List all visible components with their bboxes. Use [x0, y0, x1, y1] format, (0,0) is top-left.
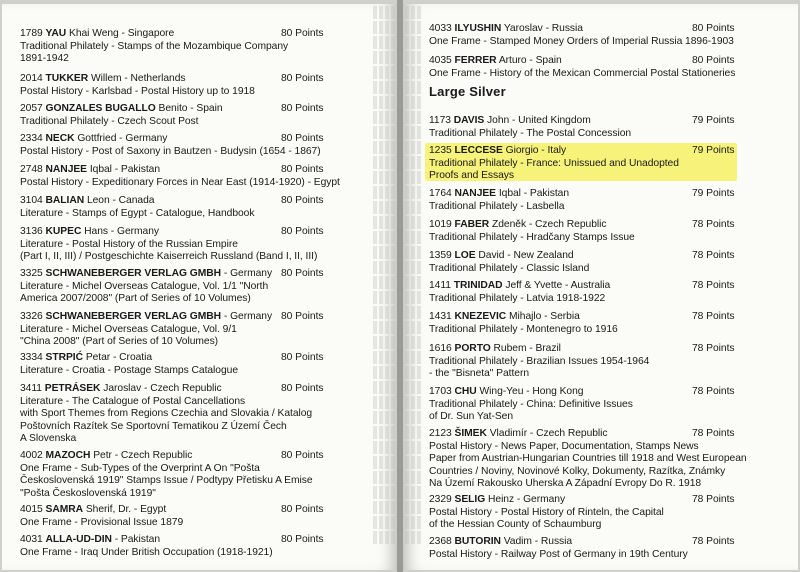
exhibitor-details: Heinz - Germany: [488, 494, 566, 505]
show-through-line: [405, 471, 423, 484]
exhibitor-details: Giorgio - Italy: [505, 145, 567, 156]
exhibitor-surname: PORTO: [454, 343, 491, 354]
show-through-line: [405, 51, 423, 64]
award-entry: [20, 383, 360, 446]
exhibitor-surname: GONZALES BUGALLO: [45, 103, 156, 114]
exhibit-number: 3334: [20, 352, 43, 363]
show-through-line: [405, 66, 423, 79]
show-through-line: [373, 186, 395, 199]
exhibit-number: 1235: [429, 145, 452, 156]
show-through-line: [405, 216, 423, 229]
exhibit-number: 4031: [20, 534, 43, 545]
exhibit-title: Literature - The Catalogue of Postal Cancellations with Sport Themes from Regions Czechia and Slovakia / Katalog Poštovních Razítek Se Sportovní Tematikou Z Území Čech A Slovenska: [20, 395, 313, 444]
show-through-line: [405, 276, 423, 289]
show-through-line: [373, 411, 395, 424]
exhibit-title: Traditional Philately - Hradčany Stamps Issue: [429, 231, 635, 243]
exhibit-title: Literature - Michel Overseas Catalogue, Vol. 1/1 "North America 2007/2008" (Part of Series of 10 Volumes): [20, 280, 269, 304]
exhibitor-surname: PETRÁSEK: [44, 383, 101, 394]
exhibit-number: 4015: [20, 504, 43, 515]
show-through-line: [405, 426, 423, 439]
points-value: 78 Points: [692, 343, 735, 354]
exhibitor-details: Yaroslav - Russia: [503, 23, 583, 34]
entry-header: [20, 164, 360, 177]
exhibitor-surname: TUKKER: [45, 73, 89, 84]
show-through-line: [405, 486, 423, 499]
exhibit-title: Traditional Philately - Lasbella: [429, 200, 565, 212]
exhibit-number: 2368: [429, 536, 452, 547]
exhibitor-details: Wing-Yeu - Hong Kong: [479, 386, 584, 397]
exhibitor-surname: STRPIĆ: [45, 352, 83, 363]
award-entry: [20, 195, 360, 220]
exhibitor-surname: FERRER: [454, 55, 497, 66]
show-through-line: [405, 246, 423, 259]
exhibit-title: Traditional Philately - China: Definitive Issues of Dr. Sun Yat-Sen: [429, 398, 633, 422]
exhibitor-details: Petr - Czech Republic: [93, 450, 193, 461]
entry-header: [429, 55, 769, 68]
exhibit-title: One Frame - History of the Mexican Commercial Postal Stationeries: [429, 67, 736, 79]
show-through-line: [405, 21, 423, 34]
entry-header: [20, 383, 360, 396]
entry-header: [20, 73, 360, 86]
show-through-line: [373, 261, 395, 274]
exhibit-number: 3326: [20, 311, 43, 322]
award-entry: [20, 164, 360, 189]
entry-header: [20, 28, 360, 41]
exhibit-number: 4035: [429, 55, 452, 66]
exhibit-number: 1616: [429, 343, 452, 354]
exhibit-title: Postal History - Karlsbad - Postal History up to 1918: [20, 85, 255, 97]
exhibitor-details: - Pakistan: [114, 534, 161, 545]
show-through-line: [405, 306, 423, 319]
award-entry: [20, 103, 360, 128]
entry-header: [429, 250, 769, 263]
exhibitor-details: Willem - Netherlands: [90, 73, 186, 84]
exhibit-title: Traditional Philately - The Postal Concession: [429, 127, 632, 139]
show-through-line: [373, 66, 395, 79]
show-through-line: [405, 186, 423, 199]
entry-header: [429, 343, 769, 356]
show-through-line: [373, 216, 395, 229]
award-entry: [20, 534, 360, 559]
show-through-line: [373, 36, 395, 49]
exhibitor-surname: SELIG: [454, 494, 486, 505]
exhibitor-details: Rubem - Brazil: [493, 343, 561, 354]
exhibitor-surname: SAMRA: [45, 504, 84, 515]
show-through-line: [373, 306, 395, 319]
exhibit-number: 1359: [429, 250, 452, 261]
exhibitor-details: Jeff & Yvette - Australia: [505, 280, 611, 291]
show-through-line: [373, 201, 395, 214]
show-through-line: [373, 276, 395, 289]
exhibitor-details: Iqbal - Pakistan: [89, 164, 161, 175]
entry-header: [20, 133, 360, 146]
show-through-line: [405, 321, 423, 334]
points-value: 78 Points: [692, 219, 735, 230]
exhibitor-surname: LOE: [454, 250, 476, 261]
award-entry: [429, 219, 769, 244]
exhibitor-surname: ALLA-UD-DIN: [45, 534, 112, 545]
exhibitor-surname: LECCESE: [454, 145, 503, 156]
exhibitor-details: Mihajlo - Serbia: [509, 311, 580, 322]
exhibitor-details: Benito - Spain: [158, 103, 223, 114]
exhibitor-surname: ŠIMEK: [454, 428, 487, 439]
show-through-line: [373, 231, 395, 244]
entry-header: [429, 494, 769, 507]
points-value: 79 Points: [692, 188, 735, 199]
entry-header: [429, 311, 769, 324]
award-entry: [20, 226, 360, 264]
award-entry: [20, 450, 360, 500]
points-value: 78 Points: [692, 428, 735, 439]
exhibitor-surname: DAVIS: [453, 115, 485, 126]
exhibitor-details: - Germany: [223, 268, 273, 279]
show-through-line: [373, 321, 395, 334]
points-value: 80 Points: [281, 226, 324, 237]
show-through-line: [405, 516, 423, 529]
exhibit-title: Traditional Philately - Montenegro to 1916: [429, 323, 618, 335]
points-value: 78 Points: [692, 494, 735, 505]
points-value: 80 Points: [281, 164, 324, 175]
show-through-line: [373, 291, 395, 304]
exhibit-title: Postal History - Railway Post of Germany in 19th Century: [429, 548, 688, 560]
points-value: 78 Points: [692, 250, 735, 261]
points-value: 80 Points: [692, 55, 735, 66]
right-page: [403, 4, 798, 570]
show-through-line: [405, 531, 423, 544]
entry-header: [429, 536, 769, 549]
entry-header: [20, 450, 360, 463]
show-through-line: [405, 231, 423, 244]
show-through-line: [373, 381, 395, 394]
exhibitor-surname: NANJEE: [454, 188, 497, 199]
entry-header: [20, 195, 360, 208]
entry-header: [20, 534, 360, 547]
exhibit-title: Traditional Philately - Latvia 1918-1922: [429, 292, 606, 304]
exhibitor-surname: TRINIDAD: [453, 280, 503, 291]
show-through-line: [373, 171, 395, 184]
points-value: 80 Points: [281, 133, 324, 144]
show-through-line: [373, 471, 395, 484]
exhibit-title: Postal History - Post of Saxony in Bautzen - Budysin (1654 - 1867): [20, 145, 321, 157]
left-page: [2, 4, 397, 570]
show-through-line: [373, 396, 395, 409]
exhibitor-surname: FABER: [454, 219, 490, 230]
show-through-line: [405, 411, 423, 424]
entry-header: [429, 23, 769, 36]
award-entry: [429, 145, 769, 183]
exhibit-title: Traditional Philately - France: Unissued and Unadopted Proofs and Essays: [429, 157, 679, 181]
exhibitor-details: - Germany: [223, 311, 273, 322]
show-through-line: [373, 531, 395, 544]
award-entry: [429, 188, 769, 213]
exhibitor-details: Gottfried - Germany: [77, 133, 168, 144]
exhibitor-details: Hans - Germany: [84, 226, 159, 237]
exhibit-number: 1411: [429, 280, 451, 291]
entry-header: [429, 386, 769, 399]
award-entry: [20, 504, 360, 529]
points-value: 80 Points: [281, 450, 324, 461]
exhibitor-surname: NECK: [45, 133, 75, 144]
exhibit-title: Literature - Michel Overseas Catalogue, Vol. 9/1 "China 2008" (Part of Series of 10 Volumes): [20, 323, 237, 347]
award-entry: [429, 494, 769, 532]
entry-header: [429, 428, 769, 441]
show-through-line: [373, 516, 395, 529]
show-through-line: [405, 201, 423, 214]
exhibit-title: Postal History - Expeditionary Forces in Near East (1914-1920) - Egypt: [20, 176, 340, 188]
show-through-line: [405, 6, 423, 19]
points-value: 80 Points: [281, 268, 324, 279]
show-through-line: [373, 126, 395, 139]
show-through-line: [373, 441, 395, 454]
show-through-line: [373, 426, 395, 439]
entry-header: [20, 268, 360, 281]
points-value: 80 Points: [281, 195, 324, 206]
exhibit-number: 1019: [429, 219, 452, 230]
points-value: 80 Points: [281, 534, 324, 545]
entry-header: [20, 311, 360, 324]
exhibit-title: Traditional Philately - Classic Island: [429, 262, 590, 274]
exhibitor-surname: CHU: [454, 386, 477, 397]
award-entry: [429, 343, 769, 381]
show-through-line: [405, 111, 423, 124]
award-entry: [429, 386, 769, 424]
show-through-line: [405, 96, 423, 109]
exhibit-number: 4002: [20, 450, 43, 461]
exhibit-title: One Frame - Stamped Money Orders of Imperial Russia 1896-1903: [429, 35, 734, 47]
exhibit-title: Postal History - Postal History of Rinteln, the Capital of the Hessian County of Schaumburg: [429, 506, 664, 530]
exhibitor-surname: BUTORIN: [454, 536, 501, 547]
points-value: 78 Points: [692, 280, 735, 291]
award-entry: [429, 55, 769, 80]
points-value: 79 Points: [692, 115, 735, 126]
points-value: 80 Points: [281, 73, 324, 84]
exhibit-number: 1703: [429, 386, 452, 397]
exhibitor-details: Leon - Canada: [86, 195, 155, 206]
award-entry: [429, 428, 769, 491]
exhibitor-details: Vadim - Russia: [503, 536, 573, 547]
award-entry: [429, 536, 769, 561]
exhibitor-details: Zdeněk - Czech Republic: [492, 219, 607, 230]
show-through-line: [373, 81, 395, 94]
exhibit-title: One Frame - Sub-Types of the Overprint A On "Pošta Československá 1919" Stamps Issue / Podtypy Přetisku A Emise "Pošta Československá 1919": [20, 462, 313, 499]
entry-header: [20, 103, 360, 116]
show-through-line: [405, 441, 423, 454]
show-through-line: [405, 156, 423, 169]
show-through-line: [405, 141, 423, 154]
entry-header: [20, 352, 360, 365]
show-through-line: [405, 126, 423, 139]
exhibit-number: 2057: [20, 103, 43, 114]
show-through-line: [373, 96, 395, 109]
entry-header: [429, 219, 769, 232]
show-through-line: [373, 456, 395, 469]
exhibit-number: 3411: [20, 383, 42, 394]
show-through-line: [405, 456, 423, 469]
exhibit-title: One Frame - Provisional Issue 1879: [20, 516, 184, 528]
points-value: 80 Points: [692, 23, 735, 34]
show-through-line: [405, 366, 423, 379]
award-entry: [20, 311, 360, 349]
show-through-line: [405, 291, 423, 304]
points-value: 80 Points: [281, 311, 324, 322]
show-through-line: [405, 171, 423, 184]
exhibit-title: Literature - Stamps of Egypt - Catalogue, Handbook: [20, 207, 255, 219]
entry-header: [429, 145, 769, 158]
points-value: 80 Points: [281, 103, 324, 114]
exhibitor-surname: SCHWANEBERGER VERLAG GMBH: [45, 268, 222, 279]
points-value: 80 Points: [281, 352, 324, 363]
exhibitor-details: Khai Weng - Singapore: [69, 28, 175, 39]
show-through-line: [373, 351, 395, 364]
exhibitor-surname: KUPEC: [45, 226, 82, 237]
show-through-line: [405, 396, 423, 409]
exhibit-title: Postal History - News Paper, Documentation, Stamps News Paper from Austrian-Hungarian Countries till 1918 and West European Countries / Noviny, Novinové Kolky, Dokumenty, Razítka, Známky Na Území Rakousko Uherska A Západní Evropy Do R. 1918: [429, 440, 747, 489]
show-through-line: [373, 366, 395, 379]
award-entry: [429, 23, 769, 48]
exhibit-number: 2748: [20, 164, 43, 175]
show-through-line: [405, 81, 423, 94]
exhibitor-details: Jaroslav - Czech Republic: [103, 383, 222, 394]
exhibitor-surname: SCHWANEBERGER VERLAG GMBH: [45, 311, 222, 322]
show-through-line: [405, 336, 423, 349]
exhibit-number: 2123: [429, 428, 452, 439]
show-through-line: [373, 336, 395, 349]
show-through-text: [403, 4, 425, 570]
award-entry: [429, 280, 769, 305]
exhibit-number: 3104: [20, 195, 43, 206]
exhibit-title: Traditional Philately - Czech Scout Post: [20, 115, 199, 127]
exhibit-title: Literature - Croatia - Postage Stamps Catalogue: [20, 364, 239, 376]
exhibitor-details: David - New Zealand: [478, 250, 574, 261]
exhibitor-surname: BALIAN: [45, 195, 85, 206]
show-through-line: [373, 501, 395, 514]
exhibitor-details: Iqbal - Pakistan: [498, 188, 570, 199]
exhibitor-details: John - United Kingdom: [487, 115, 591, 126]
exhibit-title: One Frame - Iraq Under British Occupation (1918-1921): [20, 546, 273, 558]
award-entry: [20, 28, 360, 66]
exhibit-number: 4033: [429, 23, 452, 34]
show-through-line: [373, 486, 395, 499]
points-value: 80 Points: [281, 504, 324, 515]
exhibitor-details: Arturo - Spain: [498, 55, 562, 66]
points-value: 78 Points: [692, 311, 735, 322]
exhibit-number: 1431: [429, 311, 452, 322]
exhibitor-details: Vladimír - Czech Republic: [489, 428, 608, 439]
show-through-line: [405, 501, 423, 514]
exhibitor-surname: MAZOCH: [45, 450, 91, 461]
entry-header: [429, 280, 769, 293]
exhibit-number: 1789: [20, 28, 43, 39]
show-through-line: [405, 381, 423, 394]
exhibit-number: 1764: [429, 188, 452, 199]
exhibit-number: 1173: [429, 115, 451, 126]
award-entry: [20, 352, 360, 377]
exhibit-number: 2334: [20, 133, 43, 144]
award-entry: [20, 73, 360, 98]
show-through-line: [373, 21, 395, 34]
exhibitor-surname: NANJEE: [45, 164, 88, 175]
points-value: 80 Points: [281, 28, 324, 39]
exhibitor-details: Sherif, Dr. - Egypt: [85, 504, 167, 515]
exhibitor-surname: ILYUSHIN: [454, 23, 502, 34]
entry-header: [20, 226, 360, 239]
award-entry: [429, 250, 769, 275]
exhibit-number: 2329: [429, 494, 452, 505]
show-through-line: [405, 261, 423, 274]
exhibit-title: Traditional Philately - Brazilian Issues 1954-1964 - the "Bisneta" Pattern: [429, 355, 650, 379]
show-through-line: [373, 141, 395, 154]
show-through-line: [373, 156, 395, 169]
show-through-line: [373, 51, 395, 64]
show-through-line: [373, 111, 395, 124]
points-value: 78 Points: [692, 536, 735, 547]
points-value: 80 Points: [281, 383, 324, 394]
award-entry: [429, 311, 769, 336]
show-through-line: [373, 246, 395, 259]
points-value: 78 Points: [692, 386, 735, 397]
award-entry: [20, 133, 360, 158]
show-through-line: [405, 351, 423, 364]
exhibit-number: 3136: [20, 226, 43, 237]
show-through-line: [373, 6, 395, 19]
exhibitor-details: Petar - Croatia: [85, 352, 153, 363]
award-entry: [429, 115, 769, 140]
points-value: 79 Points: [692, 145, 735, 156]
exhibitor-surname: KNEZEVIC: [454, 311, 507, 322]
section-heading: Large Silver: [429, 84, 506, 99]
entry-header: [429, 115, 769, 128]
exhibit-number: 2014: [20, 73, 43, 84]
award-entry: [20, 268, 360, 306]
exhibitor-surname: YAU: [45, 28, 67, 39]
exhibit-title: Literature - Postal History of the Russian Empire (Part I, II, III) / Postgeschichte Kaiserreich Russland (Band I, II, III): [20, 238, 318, 262]
exhibit-title: Traditional Philately - Stamps of the Mozambique Company 1891-1942: [20, 40, 289, 64]
exhibit-number: 3325: [20, 268, 43, 279]
entry-header: [20, 504, 360, 517]
show-through-text: [371, 4, 397, 570]
entry-header: [429, 188, 769, 201]
show-through-line: [405, 36, 423, 49]
